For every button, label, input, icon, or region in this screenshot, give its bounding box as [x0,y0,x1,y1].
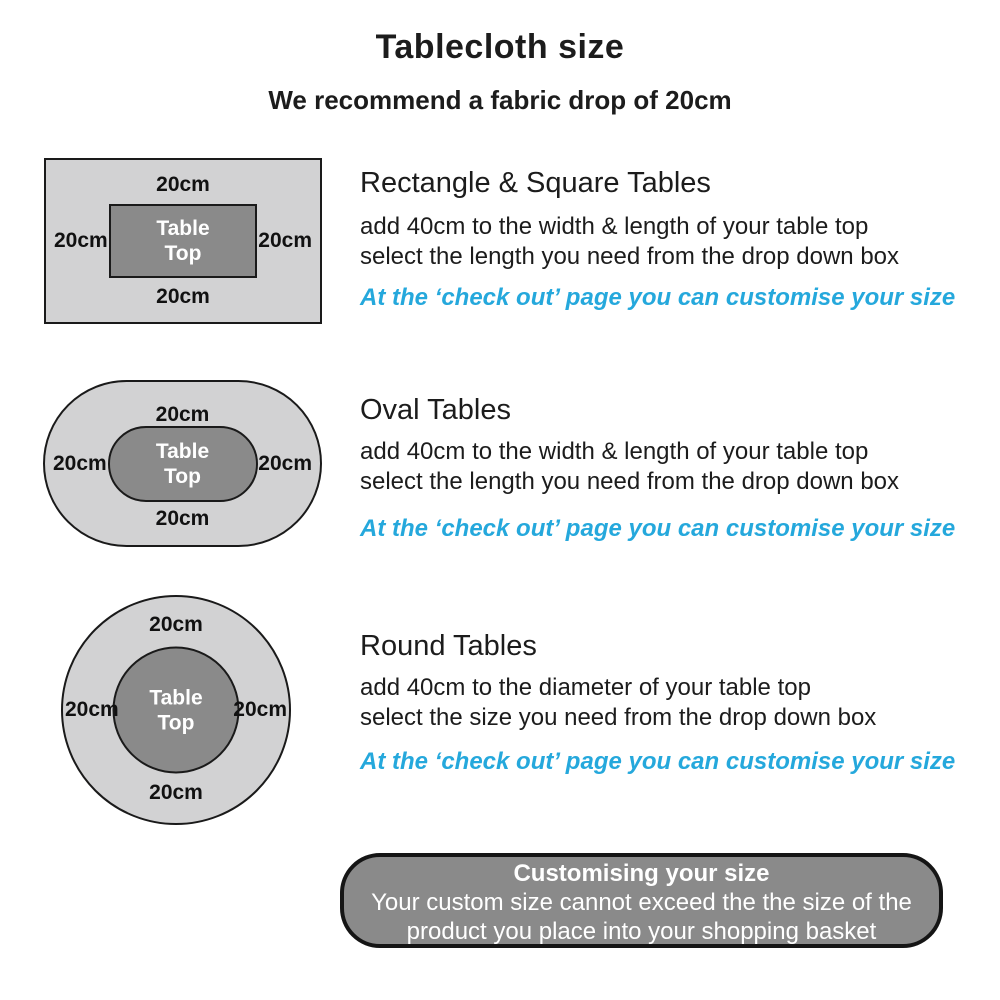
oval-table-diagram [43,380,322,547]
rectangle-table-diagram [44,158,322,324]
section-heading-round: Round Tables [360,630,537,662]
body-line: add 40cm to the diameter of your table top [360,674,811,701]
rectangle-tablecloth-shape [44,158,322,324]
drop-label-top: 20cm [149,613,203,636]
table-top-label-line2: Top [157,711,195,734]
section-body-oval [360,437,899,497]
drop-label-bottom: 20cm [156,285,210,308]
oval-tablecloth-shape [43,380,322,547]
table-top-label-line1: Table [156,217,210,240]
drop-label-left: 20cm [53,451,107,475]
table-top-label-line2: Top [164,464,201,488]
drop-label-left: 20cm [65,698,119,721]
section-note-oval: At the ‘check out’ page you can customise your size [360,515,956,542]
drop-label-top: 20cm [155,403,210,426]
body-line: select the size you need from the drop down box [360,704,877,731]
callout-heading: Customising your size [513,860,770,887]
section-body-round [360,673,876,733]
section-heading-oval: Oval Tables [360,394,511,426]
table-top-label-line2: Top [164,242,202,265]
round-table-diagram [61,595,291,825]
body-line: select the length you need from the drop down box [360,243,900,270]
drop-label-left: 20cm [54,229,108,252]
customising-size-callout [340,853,943,948]
page-subtitle: We recommend a fabric drop of 20cm [268,85,732,115]
drop-label-right: 20cm [258,451,312,475]
drop-label-right: 20cm [233,698,287,721]
drop-label-bottom: 20cm [149,781,203,804]
section-note-rectangle: At the ‘check out’ page you can customise your size [360,284,956,311]
drop-label-bottom: 20cm [155,507,210,530]
page-title: Tablecloth size [375,28,625,66]
oval-table-top-shape [108,426,258,502]
table-top-label-line1: Table [155,439,210,463]
body-line: add 40cm to the width & length of your table top [360,213,869,240]
section-note-round: At the ‘check out’ page you can customise your size [360,748,956,775]
table-top-label-line1: Table [149,686,203,709]
drop-label-right: 20cm [258,229,312,252]
body-line: add 40cm to the width & length of your table top [360,438,869,465]
section-body-rectangle [360,212,899,272]
body-line: select the length you need from the drop down box [360,468,900,495]
section-heading-rectangle: Rectangle & Square Tables [360,167,711,199]
drop-label-top: 20cm [156,173,210,196]
callout-line: Your custom size cannot exceed the the size of the [371,889,912,916]
callout-line: product you place into your shopping basket [406,918,877,945]
round-tablecloth-shape [61,595,291,825]
rectangle-table-top-shape [109,204,257,278]
round-table-top-shape [113,647,240,774]
